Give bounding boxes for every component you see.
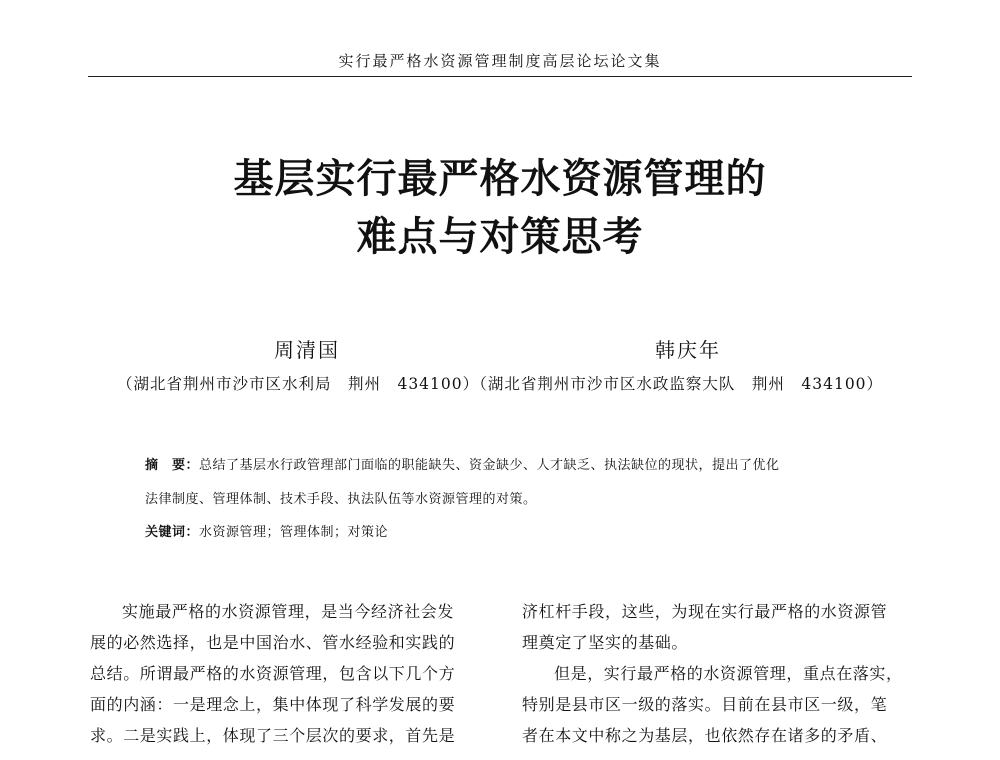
abstract-text-1: 总结了基层水行政管理部门面临的职能缺失、资金缺少、人才缺乏、执法缺位的现状，提出了优化: [199, 458, 780, 473]
running-head: 实行最严格水资源管理制度高层论坛论文集: [338, 52, 662, 70]
abstract: [145, 449, 865, 517]
body-line: 求。二是实践上，体现了三个层次的要求，首先是: [90, 726, 456, 745]
body-line: 实施最严格的水资源管理，是当今经济社会发: [122, 602, 455, 621]
abstract-label: 摘 要：: [145, 458, 200, 473]
body-line: 理奠定了坚实的基础。: [522, 633, 689, 652]
keywords-text: 水资源管理；管理体制；对策论: [199, 525, 389, 540]
body-line: 济杠杆手段，这些，为现在实行最严格的水资源管: [522, 602, 888, 621]
body-line: 但是，实行最严格的水资源管理，重点在落实，: [554, 664, 903, 683]
title-line-2: 难点与对策思考: [356, 214, 644, 260]
abstract-line-1: [145, 449, 865, 483]
paper-title: [0, 150, 1000, 266]
author-2: 韩庆年: [655, 338, 721, 362]
body-line: 总结。所谓最严格的水资源管理，包含以下几个方: [90, 664, 456, 683]
title-line-1: 基层实行最严格水资源管理的: [233, 156, 767, 202]
header-rule: [88, 76, 912, 77]
body-column-left: [90, 596, 490, 751]
body-line: 特别是县市区一级的落实。目前在县市区一级，笔: [522, 695, 888, 714]
keywords: [145, 521, 865, 540]
keywords-label: 关键词：: [145, 525, 200, 540]
body-line: 者在本文中称之为基层，也依然存在诸多的矛盾、: [522, 726, 888, 745]
abstract-line-2: 法律制度、管理体制、技术手段、执法队伍等水资源管理的对策。: [145, 492, 537, 507]
author-1: 周清国: [274, 338, 340, 362]
body-line: 面的内涵：一是理念上，集中体现了科学发展的要: [90, 695, 456, 714]
affiliations: （湖北省荆州市沙市区水利局 荆州 434100）（湖北省荆州市沙市区水政监察大队 荆州 434100）: [116, 375, 884, 393]
body-column-right: [522, 596, 922, 751]
body-line: 展的必然选择，也是中国治水、管水经验和实践的: [90, 633, 456, 652]
